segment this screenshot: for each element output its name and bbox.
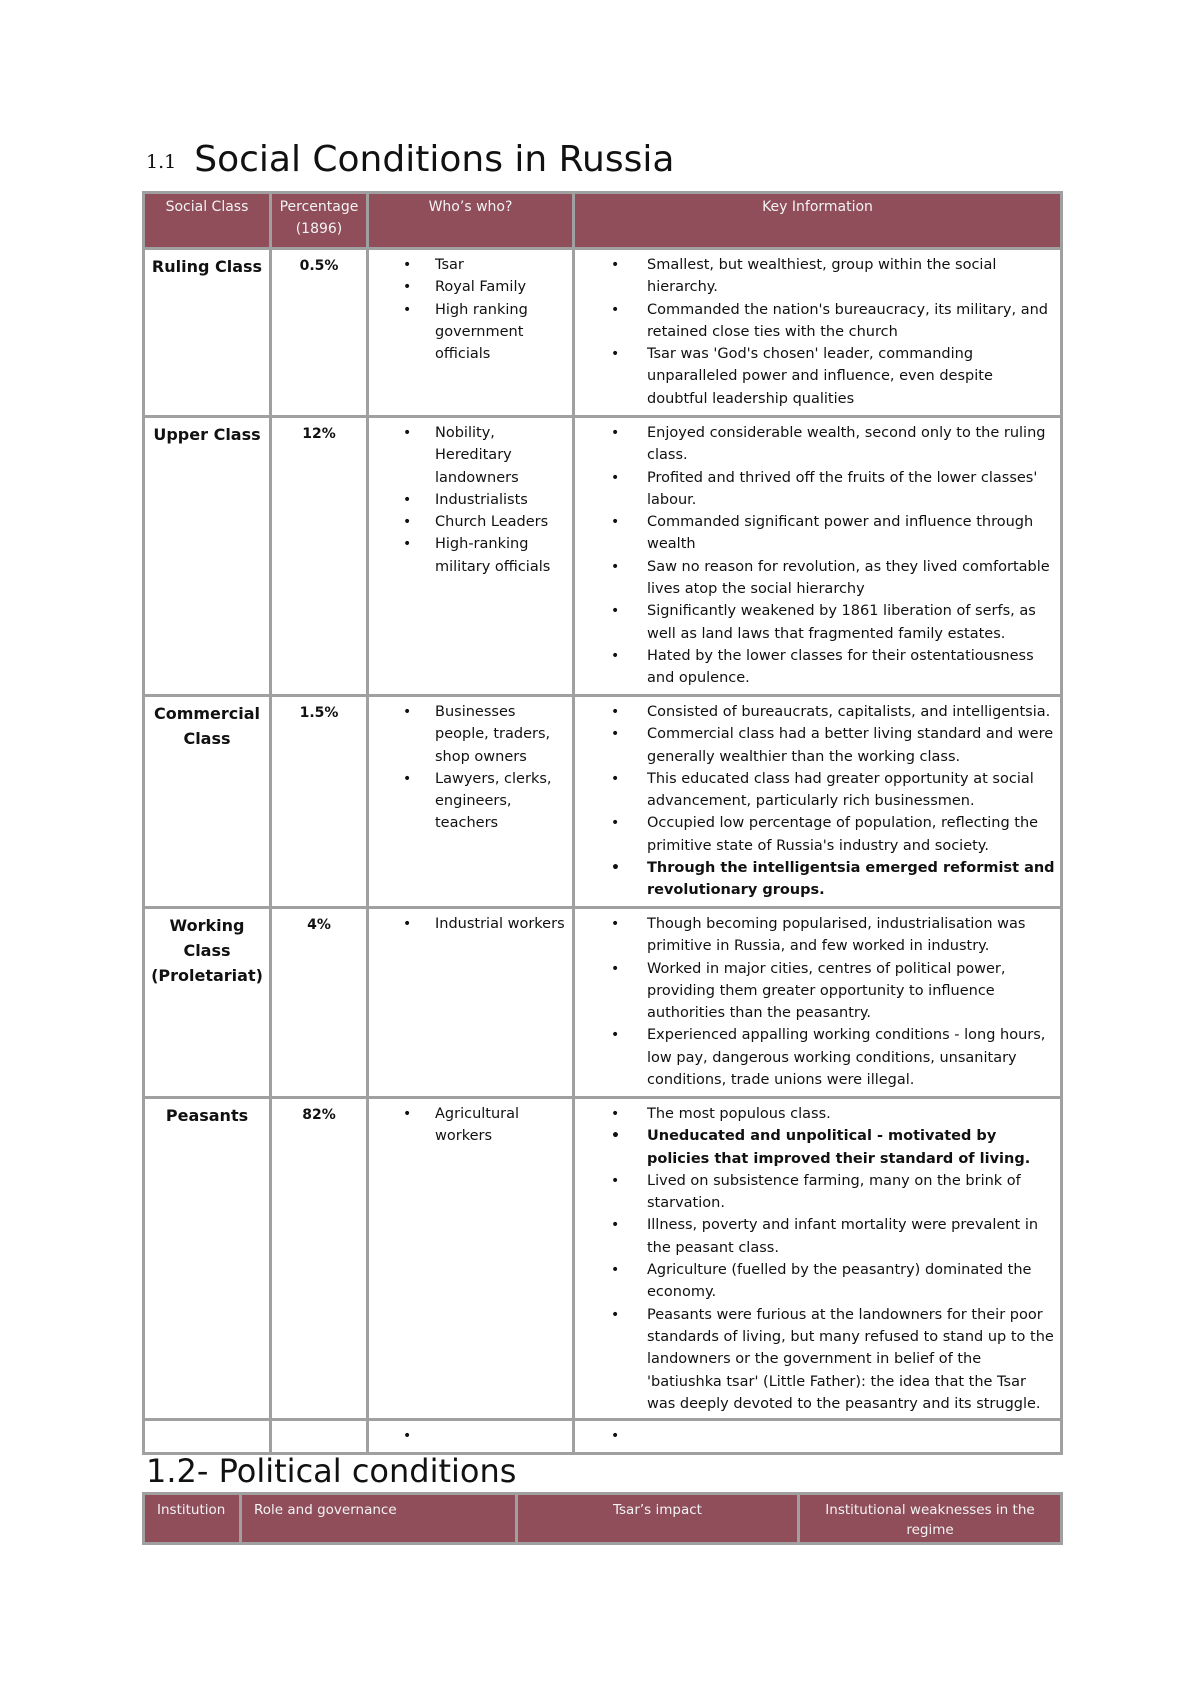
- empty-list: [369, 1421, 572, 1427]
- class-name: Commercial Class: [144, 696, 271, 908]
- list-item: • Experienced appalling working conditions - long hours, low pay, dangerous working conditions, unsanitary conditions, trade unions were illegal.: [575, 1024, 1056, 1091]
- header-percentage: Percentage (1896): [271, 193, 368, 249]
- section-heading-social: [146, 139, 675, 180]
- key-info-cell: [574, 249, 1062, 417]
- list-item: • Enjoyed considerable wealth, second only to the ruling class.: [575, 422, 1056, 467]
- empty-cell: [144, 1420, 271, 1454]
- header-tsar-impact: Tsar’s impact: [517, 1494, 799, 1544]
- key-info-list: [575, 909, 1060, 1093]
- list-item: • Commanded the nation's bureaucracy, its military, and retained close ties with the church: [575, 299, 1056, 344]
- list-item: • Smallest, but wealthiest, group within the social hierarchy.: [575, 254, 1056, 299]
- list-item: • Peasants were furious at the landowners for their poor standards of living, but many refused to stand up to the landowners or the government in belief of the 'batiushka tsar' (Little Father): the idea that the Tsar was deeply devoted to the peasantry and its struggle.: [575, 1304, 1056, 1415]
- list-item: • High-ranking military officials: [369, 533, 568, 578]
- list-item: • Consisted of bureaucrats, capitalists, and intelligentsia.: [575, 701, 1056, 723]
- list-item: • Lawyers, clerks, engineers, teachers: [369, 768, 568, 835]
- social-classes-table: [142, 191, 1063, 1455]
- list-item: • Commanded significant power and influence through wealth: [575, 511, 1056, 556]
- class-name: Upper Class: [144, 417, 271, 696]
- table-row: [144, 696, 1062, 908]
- key-info-list: [575, 418, 1060, 692]
- whos-who-cell: [368, 908, 574, 1098]
- table-row: [144, 908, 1062, 1098]
- table-row-empty: [144, 1420, 1062, 1454]
- class-name: Peasants: [144, 1098, 271, 1420]
- whos-who-cell: [368, 249, 574, 417]
- header-institution: Institution: [144, 1494, 241, 1544]
- class-percentage: 12%: [271, 417, 368, 696]
- list-item: • This educated class had greater opportunity at social advancement, particularly rich businessmen.: [575, 768, 1056, 813]
- whos-who-list: [369, 697, 572, 837]
- class-percentage: 4%: [271, 908, 368, 1098]
- table-row: [144, 1098, 1062, 1420]
- class-name: Working Class (Proletariat): [144, 908, 271, 1098]
- list-item: • Tsar: [369, 254, 568, 276]
- list-item: • Profited and thrived off the fruits of the lower classes' labour.: [575, 467, 1056, 512]
- section-number: 1.1: [146, 151, 177, 173]
- whos-who-list: [369, 250, 572, 367]
- empty-bullet-cell: [368, 1420, 574, 1454]
- list-item: • Church Leaders: [369, 511, 568, 533]
- class-name: Ruling Class: [144, 249, 271, 417]
- empty-bullet-cell: [574, 1420, 1062, 1454]
- class-percentage: 1.5%: [271, 696, 368, 908]
- list-item: • Nobility, Hereditary landowners: [369, 422, 568, 489]
- list-item: • Significantly weakened by 1861 liberation of serfs, as well as land laws that fragmented family estates.: [575, 600, 1056, 645]
- list-item: • Industrial workers: [369, 913, 568, 935]
- list-item: • Agricultural workers: [369, 1103, 568, 1148]
- header-whos-who: Who’s who?: [368, 193, 574, 249]
- whos-who-cell: [368, 696, 574, 908]
- list-item: • Through the intelligentsia emerged reformist and revolutionary groups.: [575, 857, 1056, 902]
- list-item: • Businesses people, traders, shop owners: [369, 701, 568, 768]
- section-title: Social Conditions in Russia: [194, 139, 675, 180]
- list-item: • Commercial class had a better living standard and were generally wealthier than the working class.: [575, 723, 1056, 768]
- list-item: • Tsar was 'God's chosen' leader, commanding unparalleled power and influence, even despite doubtful leadership qualities: [575, 343, 1056, 410]
- key-info-cell: [574, 908, 1062, 1098]
- table-header-row: [144, 193, 1062, 249]
- list-item: • Though becoming popularised, industrialisation was primitive in Russia, and few worked in industry.: [575, 913, 1056, 958]
- list-item: • Saw no reason for revolution, as they lived comfortable lives atop the social hierarchy: [575, 556, 1056, 601]
- list-item: • Royal Family: [369, 276, 568, 298]
- key-info-cell: [574, 696, 1062, 908]
- list-item: • Agriculture (fuelled by the peasantry) dominated the economy.: [575, 1259, 1056, 1304]
- header-key-information: Key Information: [574, 193, 1062, 249]
- header-institutional-weaknesses: Institutional weaknesses in the regime: [799, 1494, 1062, 1544]
- list-item: • Illness, poverty and infant mortality were prevalent in the peasant class.: [575, 1214, 1056, 1259]
- political-conditions-table: [142, 1492, 1063, 1545]
- empty-cell: [271, 1420, 368, 1454]
- whos-who-cell: [368, 417, 574, 696]
- table-row: [144, 249, 1062, 417]
- list-item: • Hated by the lower classes for their ostentatiousness and opulence.: [575, 645, 1056, 690]
- key-info-list: [575, 697, 1060, 904]
- section-heading-political: 1.2- Political conditions: [146, 1452, 517, 1490]
- list-item: • The most populous class.: [575, 1103, 1056, 1125]
- list-item: • Uneducated and unpolitical - motivated by policies that improved their standard of living.: [575, 1125, 1056, 1170]
- header-social-class: Social Class: [144, 193, 271, 249]
- class-percentage: 0.5%: [271, 249, 368, 417]
- table-header-row: [144, 1494, 1062, 1544]
- whos-who-list: [369, 418, 572, 580]
- key-info-cell: [574, 417, 1062, 696]
- class-percentage: 82%: [271, 1098, 368, 1420]
- list-item: • Worked in major cities, centres of political power, providing them greater opportunity to influence authorities than the peasantry.: [575, 958, 1056, 1025]
- key-info-list: [575, 250, 1060, 412]
- whos-who-list: [369, 1099, 572, 1150]
- table-row: [144, 417, 1062, 696]
- key-info-list: [575, 1099, 1060, 1417]
- list-item: • Lived on subsistence farming, many on the brink of starvation.: [575, 1170, 1056, 1215]
- list-item: • Industrialists: [369, 489, 568, 511]
- whos-who-cell: [368, 1098, 574, 1420]
- empty-list: [575, 1421, 1060, 1427]
- key-info-cell: [574, 1098, 1062, 1420]
- list-item: • High ranking government officials: [369, 299, 568, 366]
- header-role-governance: Role and governance: [241, 1494, 517, 1544]
- whos-who-list: [369, 909, 572, 937]
- list-item: • Occupied low percentage of population, reflecting the primitive state of Russia's industry and society.: [575, 812, 1056, 857]
